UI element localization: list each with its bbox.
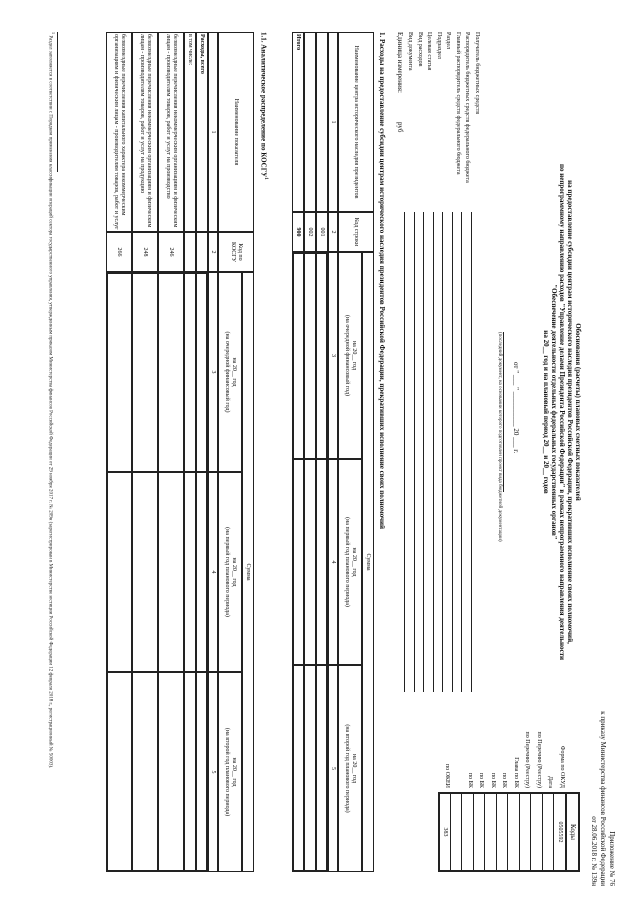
row-sum-cell: [316, 252, 328, 459]
row-name: Итого: [295, 34, 302, 51]
code-row-label: по БК: [467, 772, 473, 788]
row-code: 248: [142, 247, 149, 257]
appendix-number: Приложение № 76: [608, 831, 616, 886]
field-label: Распорядитель бюджетных средств федерального бюджета: [464, 32, 471, 183]
title-line-2: на предоставление субсидии центрам исторического наследия президентов Российской Федерации, прекративших исполнение своих полномочий,: [565, 180, 574, 644]
row-name: безвозмездные перечисления некоммерческим организациям и физическим лицам - производителям товаров, работ и услуг на продукцию: [139, 34, 152, 228]
col-number: [328, 665, 338, 872]
row-name: в том числе:: [187, 34, 194, 66]
year-note: (на очередной финансовый год): [344, 314, 350, 397]
row-code: 900: [295, 227, 302, 237]
code-row-label: по БК: [478, 772, 485, 788]
row-code-cell: [196, 232, 208, 272]
title-line-1: Обоснования (расчеты) плановых сметных показателей: [574, 323, 582, 501]
code-row-label: Глава по БК: [513, 757, 519, 788]
code-row-value: [542, 792, 555, 872]
footnote-text: Раздел заполняется в соответствии с Порядком применения классификации операций сектора государственного управления, утвержденным приказом Министерства финансов Российской Федерации от 29 ноября 2017 г. № 209н (зарегистрирован в Министерстве юстиции Российской Федерации 12 февраля 2018 г., регистрационный № 50003).: [47, 35, 53, 769]
col-header-year: [218, 472, 242, 672]
row-sum-cell: [304, 665, 316, 872]
col-number: [208, 232, 218, 272]
year-label: на 20__ год: [350, 340, 357, 371]
row-name-cell: [292, 32, 304, 212]
col-number-text: 4: [210, 570, 217, 574]
col-header-year: [338, 252, 362, 459]
field-underline: [405, 212, 406, 692]
col-header-code: [338, 212, 374, 252]
row-name: безвозмездные перечисления капитального характера некоммерческим организациям и физическим лицам - производителям товаров, работ и услуг: [113, 34, 126, 230]
col-number: [328, 212, 338, 252]
field-label: Главный распорядитель средств федерального бюджета: [455, 32, 461, 175]
year-note: (на первый год планового периода): [224, 527, 230, 617]
field-underline: [424, 212, 425, 692]
code-row-value: [519, 792, 532, 872]
field-label: Подраздел: [436, 32, 442, 59]
col-number-text: 1: [210, 130, 217, 134]
row-code-cell: [158, 232, 184, 272]
order-line-2: от 28.06.2018 г. № 139н: [590, 816, 598, 886]
code-row-value: [450, 792, 463, 872]
row-name: Расходы, всего: [199, 34, 206, 74]
row-sum-cell: [132, 472, 158, 672]
col-header-year: [338, 665, 362, 872]
code-row-value: [496, 792, 509, 872]
row-name-cell: [316, 32, 328, 212]
col-number-text: 3: [210, 370, 217, 374]
code-row-value: [439, 792, 452, 872]
row-sum-cell: [292, 459, 304, 665]
row-sum-cell: [292, 665, 304, 872]
field-label: Вид документа: [407, 32, 414, 71]
code-row-value: [531, 792, 544, 872]
year-note: (на второй год планового периода): [344, 724, 350, 813]
row-name-cell: [106, 32, 132, 232]
col-header-name-text: Наименование центра исторического наследия президентов: [353, 45, 360, 199]
code-row-label: по БК: [490, 772, 496, 788]
col-header-year: [218, 272, 242, 472]
unit-value: руб: [396, 122, 404, 133]
field-underline: [414, 212, 415, 692]
row-code-cell: [316, 212, 328, 252]
section1-title: 1. Расходы на предоставление субсидии центрам исторического наследия президентов Российской Федерации, прекративших исполнение своих полномочий: [378, 32, 386, 530]
row-sum-cell: [106, 272, 132, 472]
col-number-text: 2: [210, 250, 217, 254]
code-row-label: по БК: [501, 772, 508, 788]
field-underline: [471, 212, 472, 692]
col-number: [328, 32, 338, 212]
year-note: (на очередной финансовый год): [224, 331, 230, 413]
year-label: на 20__ год: [230, 557, 237, 587]
col-header-sum-text: Сумма: [365, 553, 372, 571]
row-name-cell: [196, 32, 208, 232]
year-label: на 20__ год: [230, 357, 237, 387]
section11-footnote-mark: 1: [263, 177, 268, 180]
row-sum-cell: [196, 472, 208, 672]
col-header-code-text: Код по КОСГУ: [230, 242, 243, 262]
row-sum-cell: [316, 459, 328, 665]
field-underline: [452, 212, 453, 692]
field-label: Целевая статья: [426, 32, 433, 71]
code-row-value: [508, 792, 521, 872]
row-name: безвозмездные перечисления некоммерческим организациям и физическим лицам - производителям товаров, работ и услуг на производство: [165, 34, 178, 228]
row-name-cell: [304, 32, 316, 212]
section11-title-text: 1.1. Аналитическое распределение по КОСГУ: [259, 32, 268, 178]
col-header-code: [218, 232, 254, 272]
field-underline: [443, 212, 444, 692]
row-sum-cell: [184, 272, 196, 472]
footnote: [47, 32, 55, 872]
code-value-text: 383: [442, 827, 449, 837]
order-line-1: к приказу Министерства финансов Российской Федерации: [599, 711, 607, 886]
row-sum-cell: [316, 665, 328, 872]
row-code: 001: [319, 227, 326, 237]
col-header-name: [338, 32, 374, 212]
rotated-sheet: [20, 12, 620, 892]
row-sum-cell: [158, 272, 184, 472]
row-sum-cell: [106, 472, 132, 672]
col-header-year: [338, 459, 362, 665]
row-sum-cell: [184, 472, 196, 672]
row-name-cell: [132, 32, 158, 232]
title-line-3: по непрограммному направлению расходов "Управление делами Президента Российской Федерации" в рамках непрограммного направления деятельности: [557, 163, 566, 661]
field-underline: [433, 212, 434, 692]
col-header-sum-text: Сумма: [245, 563, 252, 581]
year-note: (на второй год планового периода): [224, 727, 230, 817]
title-line-5: на 20__ год и на плановый период 20__ и 20__ годов: [541, 330, 550, 494]
codes-title: Коды: [569, 824, 578, 840]
row-code: 266: [116, 247, 123, 257]
row-sum-cell: [304, 459, 316, 665]
col-header-sum: [362, 252, 374, 872]
code-row-label: Форма по ОКУД: [559, 745, 565, 788]
date-caption: (последний документ, на основании которого подготовлен проект вида бюджетной документации): [497, 332, 502, 542]
row-sum-cell: [304, 252, 316, 459]
col-header-code-text: Код строки: [353, 217, 360, 247]
row-name-cell: [184, 32, 196, 232]
col-number: [328, 252, 338, 459]
year-label: на 20__ год: [230, 757, 237, 787]
section11-title: [260, 32, 268, 180]
doc-title: [542, 132, 582, 692]
code-row-value: [473, 792, 486, 872]
row-name-cell: [158, 32, 184, 232]
col-number-text: 2: [330, 230, 337, 234]
col-number-text: 4: [330, 560, 337, 564]
row-sum-cell: [132, 272, 158, 472]
code-row-label: по ОКЕИ: [444, 763, 450, 788]
unit-label: Единица измерения:: [396, 32, 404, 93]
row-sum-cell: [196, 672, 208, 872]
col-number-text: 3: [330, 354, 337, 357]
row-sum-cell: [158, 672, 184, 872]
row-code: 246: [168, 247, 175, 257]
row-sum-cell: [132, 672, 158, 872]
year-label: на 20__ год: [350, 547, 357, 577]
year-note: (на первый год планового периода): [344, 517, 350, 607]
row-code-cell: [304, 212, 316, 252]
col-number-text: 5: [330, 767, 337, 770]
col-number: [208, 272, 218, 472]
col-number: [208, 32, 218, 232]
row-code-cell: [292, 212, 304, 252]
row-code: 002: [307, 227, 314, 237]
field-label: Раздел: [445, 32, 452, 49]
code-row-value: [462, 792, 475, 872]
col-header-sum: [242, 272, 254, 872]
col-number: [208, 672, 218, 872]
row-sum-cell: [196, 272, 208, 472]
row-code-cell: [184, 232, 196, 272]
code-row-label: по Перечню (Реестру): [524, 731, 531, 788]
row-sum-cell: [106, 672, 132, 872]
code-row-label: по Перечню (Реестру): [536, 731, 542, 788]
code-row-value: [554, 792, 567, 872]
code-row-value: [485, 792, 498, 872]
field-underline: [462, 212, 463, 692]
doc-date: от " ___ " __________ 20 ___ г.: [512, 362, 520, 454]
row-sum-cell: [158, 472, 184, 672]
col-number: [208, 472, 218, 672]
codes-header: [566, 792, 580, 872]
title-line-4: "Обеспечение деятельности отдельных федеральных государственных органов": [549, 284, 558, 540]
code-row-label: Дата: [547, 776, 554, 788]
row-code-cell: [132, 232, 158, 272]
col-number-text: 1: [330, 120, 337, 124]
col-header-name: [218, 32, 254, 232]
col-header-name-text: Наименование показателя: [233, 98, 240, 166]
code-value-text: 0505592: [557, 821, 564, 843]
row-sum-cell: [184, 672, 196, 872]
year-label: на 20__ год: [350, 753, 357, 784]
field-label: Получатель бюджетных средств: [474, 32, 480, 115]
col-header-year: [218, 672, 242, 872]
col-number: [328, 459, 338, 665]
footnote-mark: 1: [51, 32, 56, 35]
field-label: Вид расходов: [417, 32, 423, 67]
row-sum-cell: [292, 252, 304, 459]
row-code-cell: [106, 232, 132, 272]
col-number-text: 5: [210, 770, 217, 774]
